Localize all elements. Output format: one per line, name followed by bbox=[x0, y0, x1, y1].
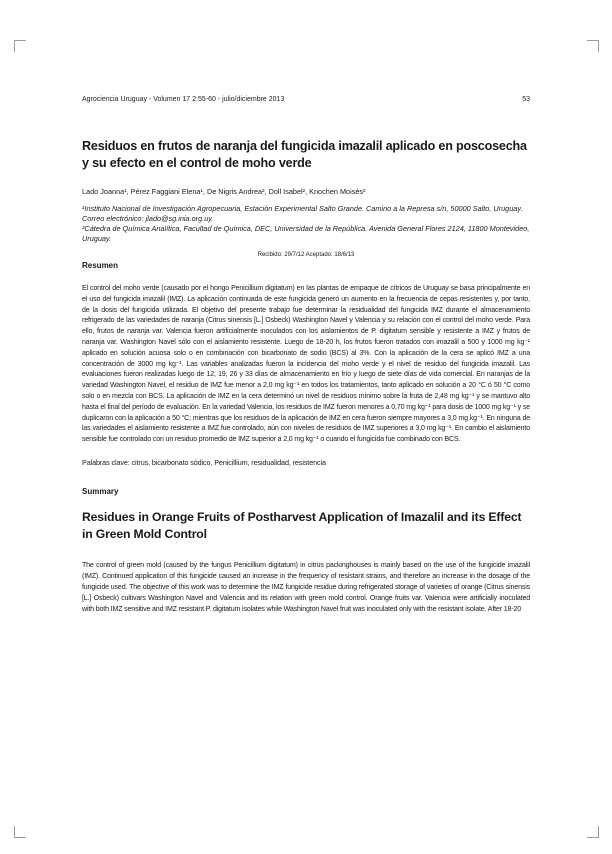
affiliation-1: ¹Instituto Nacional de Investigación Agropecuaria, Estación Experimental Salto Grande. Camino a la Represa s/n, 50000 Salto, Uruguay. Correo electrónico: jlado@sg.inia.org.uy. bbox=[82, 204, 523, 223]
crop-mark bbox=[14, 40, 15, 52]
resumen-text: El control del moho verde (causado por el hongo Penicillium digitatum) en las plantas de empaque de cítricos de Uruguay se basa principalmente en el uso del fungicida imazalil (IMZ). La aplicación continuada de este fungicida generó un aumento en la frecuencia de cepas resistentes y, por tanto, de la dosis del fungicida utilizada. El objetivo del presente trabajo fue determinar la residualidad del fungicida IMZ durante el almacenamiento refrigerado de las variedades de naranja (Citrus sinensis [L.] Osbeck) Washington Navel y Valencia y su relación con el control del moho verde. Para ello, frutos de naranja var. Valencia fueron artificialmente inoculados con los aislamientos de P. digitatum sensible y resistente a IMZ y frutos de naranja var. Washington Navel sólo con el aislamiento resistente. Luego de 18-20 h, los frutos fueron tratados con imazalil a 500 y 1000 mg kg⁻¹ aplicado en solución acuosa solo o en combinación con bicarbonato de sodio (BCS) al 3%. Con la aplicación de la cera se aplicó IMZ a una concentración de 3000 mg kg⁻¹. Las variables analizadas fueron la incidencia del moho verde y el nivel de residuo del fungicida imazalil. Las evaluaciones fueron realizadas luego de 12, 19, 26 y 33 días de almacenamiento en frío y luego de siete días de vida comercial. En naranjas de la variedad Washington Navel, el residuo de IMZ fue menor a 2,0 mg kg⁻¹ en todos los tratamientos, tanto aplicado en solución a 20 °C ó 50 °C como solo o en mezcla con BCS. La aplicación de IMZ en la cera determinó un nivel de residuos mínimo sobre la fruta de 2,48 mg kg⁻¹ y se mantuvo alto hasta el final del período de evaluación. En la variedad Valencia, los residuos de IMZ fueron menores a 0,70 mg kg⁻¹ para dosis de 1000 mg kg⁻¹ y se duplicaron con la aplicación a 50 °C; mientras que los residuos de la aplicación de IMZ en cera fueron siempre mayores a 3,0 mg kg⁻¹. En ninguna de las variedades el aislamiento resistente a IMZ fue controlado, aún con niveles de residuos de IMZ superiores a 3,0 mg kg⁻¹. En cambio el aislamiento sensible fue controlado con un residuo promedio de IMZ superior a 2,0 mg kg⁻¹ o cuando el fungicida fue combinado con BCS. bbox=[82, 285, 530, 444]
author-list: Lado Joanna¹, Pérez Faggiani Elena¹, De Nigris Andrea², Doll Isabel², Knochen Moisés² bbox=[82, 187, 366, 196]
crop-mark bbox=[14, 40, 26, 41]
received-accepted-dates: Recibido: 29/7/12 Aceptado: 18/6/13 bbox=[257, 252, 355, 258]
summary-text: The control of green mold (caused by the fungus Penicillium digitatum) in citrus packinghouses is mainly based on the use of the fungicide imazalil (IMZ). Continued application of this fungicide caused an increase in the frequency of resistant strains, and therefore an increase in the dosage of the fungicide used. The objective of this work was to determine the IMZ fungicide residue during refrigerated storage of varieties of orange (Citrus sinensis [L.] Osbeck) cultivars Washington Navel and Valencia and its relation with green mold control. Orange fruits var. Valencia were artificially inoculated with both IMZ sensitive and IMZ resistant P. digitatum isolates while Washington Navel fruit was inoculated only with the resistant isolate. After 18-20 bbox=[82, 561, 530, 613]
article-page bbox=[82, 96, 530, 615]
page-number: 53 bbox=[522, 96, 530, 103]
keywords: Palabras clave: citrus, bicarbonato sódico, Penicillium, residualidad, resistencia bbox=[82, 457, 326, 467]
summary-heading: Summary bbox=[82, 486, 119, 496]
article-title: Residuos en frutos de naranja del fungicida imazalil aplicado en poscosecha y su efecto en el control de moho verde bbox=[82, 139, 527, 170]
affiliation-2: ²Cátedra de Química Analítica, Facultad de Química, DEC, Universidad de la República. Avenida General Flores 2124, 11800 Montevideo, Uruguay. bbox=[82, 224, 530, 243]
english-title: Residues in Orange Fruits of Postharvest Application of Imazalil and its Effect in Green Mold Control bbox=[82, 509, 522, 541]
crop-mark bbox=[14, 837, 26, 838]
journal-citation: Agrociencia Uruguay - Volumen 17 2:55-60 - julio/diciembre 2013 bbox=[82, 96, 285, 103]
resumen-heading: Resumen bbox=[82, 261, 119, 270]
crop-mark bbox=[598, 40, 599, 52]
running-header bbox=[82, 96, 530, 108]
crop-mark bbox=[587, 837, 599, 838]
crop-mark bbox=[587, 40, 599, 41]
